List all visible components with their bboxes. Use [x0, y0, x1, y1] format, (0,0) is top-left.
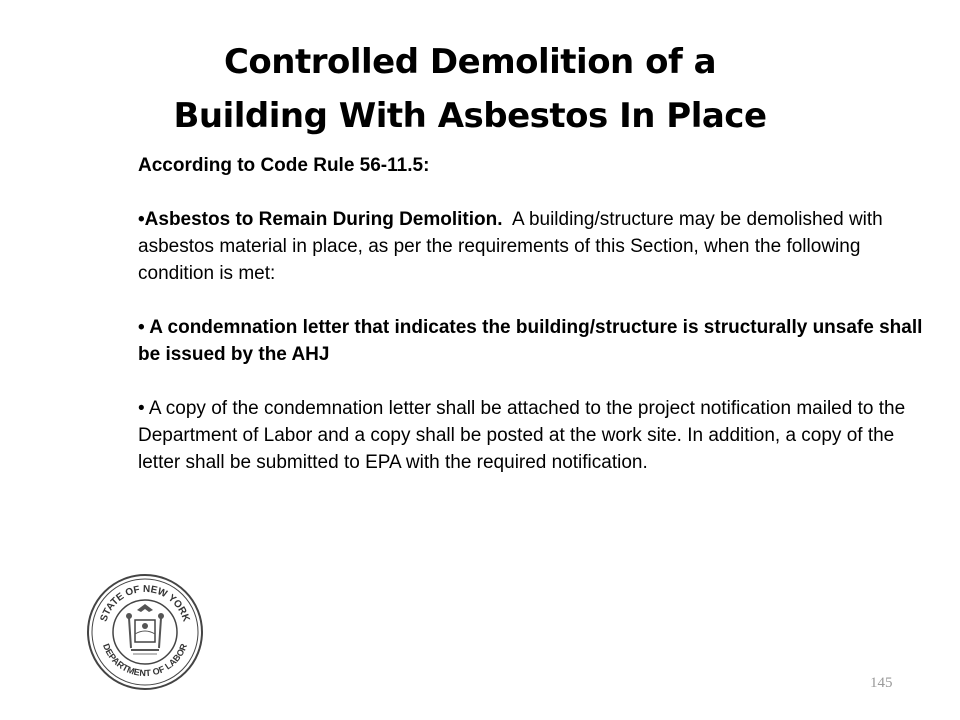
svg-text:DEPARTMENT OF LABOR: DEPARTMENT OF LABOR [101, 642, 189, 679]
svg-text:STATE OF NEW YORK: STATE OF NEW YORK [98, 583, 192, 624]
department-of-labor-seal [85, 572, 205, 692]
bullet-1-text: A building/structure may be demolished with asbestos material in place, as per the requirements of this Section, when the following condition is met: [138, 209, 889, 284]
bullet-3: • A copy of the condemnation letter shall be attached to the project notification mailed to the Department of Labor and a copy shall be posted at the work site. In addition, a copy of the letter shall be submitted to EPA with the required notification. [138, 398, 906, 473]
bullet-1-heading: •Asbestos to Remain During Demolition. [138, 209, 503, 230]
bullet-2: • A condemnation letter that indicates the building/structure is structurally unsafe shall be issued by the AHJ [138, 317, 923, 365]
title-line-2: Building With Asbestos In Place [173, 96, 767, 136]
intro-text: According to Code Rule 56-11.5: [138, 155, 430, 176]
slide-title [0, 35, 960, 143]
slide-body [138, 152, 928, 476]
page-number: 145 [870, 675, 893, 691]
bullet-1 [138, 206, 928, 287]
title-line-1: Controlled Demolition of a [223, 42, 717, 82]
